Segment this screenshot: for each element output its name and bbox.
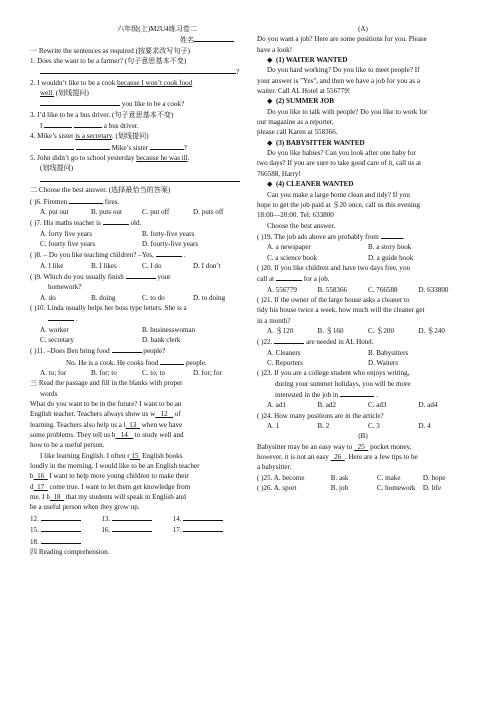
q11-blank-1[interactable] — [112, 345, 142, 353]
q19-stem: ( )19. The job ads above are probably from . — [257, 232, 405, 241]
job-ad-3-line-3: 766588, Harry! — [257, 169, 301, 178]
section-a-instruction: Choose the best answer. — [267, 221, 336, 230]
q9-stem-cont: homework? — [48, 283, 82, 292]
q3-blank-2[interactable] — [74, 120, 102, 128]
job-ad-2-title: ◆ (2) SUMMER JOB — [267, 97, 334, 106]
job-ad-3-title: ◆ (3) BABYSITTER WANTED — [267, 138, 365, 147]
q4-text: 4. Mike’s sister is a secretary. (划线提问) — [30, 132, 149, 141]
q22-options-ab: A. Cleaners B. Babysitters — [267, 348, 409, 357]
q8-blank[interactable] — [156, 249, 182, 257]
blank-18[interactable]: 18 — [53, 493, 61, 502]
answer-13[interactable]: 13. — [101, 513, 172, 524]
part1-heading: 一 Rewrite the sentences as required (按要求改写句子) — [30, 46, 190, 55]
diamond-icon: ◆ — [267, 97, 273, 106]
q6-options: A. put out B. puts out C. put off D. puts off — [40, 207, 224, 216]
job-ad-1-line-3: waiter. Call AL Hotel at 556779! — [257, 87, 351, 96]
blank-25[interactable]: 25 — [357, 442, 365, 451]
q10-stem: ( )10. Linda usually helps her boss type letters. She is a — [30, 303, 187, 312]
q10-options-ab: A. worker B. businesswoman — [40, 325, 196, 334]
worksheet-title: 六年级(上)M2U4练习卷二 — [117, 25, 197, 33]
q9-blank[interactable] — [126, 271, 156, 279]
passage-line-5: how to be a useful person. — [30, 441, 105, 450]
passage-line-7: loudly in the morning. I would like to be an English teacher — [30, 462, 200, 471]
q7-blank[interactable] — [103, 217, 129, 225]
q19-options-ab: A. a newspaper B. a story book — [267, 243, 412, 252]
q24-stem: ( )24. How many positions are in the article? — [257, 411, 384, 420]
q20-options: A. 556779 B. 558366 C. 766588 D. 633800 — [267, 285, 449, 294]
name-blank[interactable] — [194, 34, 234, 42]
section-a-label: (A) — [358, 25, 368, 33]
job-ad-2-line-3: please call Karen at 558366. — [257, 128, 338, 137]
q21-stem: ( )21. If the owner of the large house asks a cleaner to — [257, 295, 410, 304]
section-b-line-1: Babysitter may be an easy way to 25 pocket money, — [257, 442, 412, 451]
blank-17[interactable]: 17 — [37, 482, 45, 491]
passage-line-6: I like learning English. I often r 15 English books — [40, 451, 183, 460]
q3-text: 3. I’d like to be a bus driver. (句子意思基本不变) — [30, 110, 174, 119]
q6-blank[interactable] — [69, 196, 103, 204]
q21-stem-cont-2: in a month? — [257, 316, 291, 325]
blank-12[interactable]: 12 — [160, 410, 168, 419]
q4-blank-3[interactable] — [150, 142, 184, 150]
q24-options: A. 1 B. 2 C. 3 D. 4 — [267, 422, 431, 431]
blank-15[interactable]: 15 — [131, 451, 139, 460]
job-ad-3-line-2: two days? If you are sure to take good care of it, call us at — [257, 159, 422, 168]
answer-17[interactable]: 17. — [173, 524, 244, 535]
passage-line-2: English teacher. Teachers always show us w 12 of — [30, 410, 181, 419]
blank-14[interactable]: 14 — [120, 431, 128, 440]
job-ad-4-line-2: hope to get the job paid at ＄20 once, call us this evening — [257, 200, 420, 209]
passage-line-4: some problems. They tell us h 14 to study well and — [30, 431, 184, 440]
q2-text-cont: well. (划线提问) — [40, 89, 89, 98]
q2-blank[interactable] — [40, 98, 120, 106]
job-ad-3-line-1: Do you like babies? Can you look after one baby for — [267, 149, 416, 158]
q10-blank[interactable] — [48, 313, 74, 321]
q20-blank[interactable] — [276, 273, 302, 281]
answer-row-1 — [30, 513, 244, 524]
q23-stem-cont-1: during your summer holidays, you will be more — [275, 379, 411, 388]
q22-options-cd: C. Reporters D. Waiters — [267, 359, 399, 367]
section-b-line-3: a babysitter. — [257, 463, 292, 472]
section-a-intro-2: have a look! — [257, 45, 293, 54]
diamond-icon: ◆ — [267, 56, 273, 65]
q2-text: 2. I wouldn’t like to be a cook because I won’t cook food — [30, 78, 193, 87]
q20-stem-cont: call at for a job. — [257, 275, 330, 284]
passage-line-11: be a useful person when they grow up. — [30, 503, 140, 512]
blank-16[interactable]: 16 — [37, 472, 45, 481]
q23-stem-cont-2: interested in the job in . — [275, 391, 378, 400]
q23-blank[interactable] — [340, 389, 374, 397]
q5-answer-line — [30, 174, 244, 185]
passage-line-1: What do you want to be in the future? I want to be an — [30, 400, 182, 409]
q1-blank[interactable] — [40, 66, 236, 74]
q3-blank-1[interactable] — [44, 120, 72, 128]
q2-answer-line: you like to be a cook? — [30, 98, 244, 109]
q3-answer-line: I a bus driver. — [40, 122, 139, 131]
job-ad-2-line-1: Do you like to talk with people? Do you like to work for — [267, 107, 428, 116]
q25-row: ( )25. A. become B. ask C. make D. hope — [257, 473, 446, 482]
answer-row-3 — [30, 536, 244, 547]
q5-text: 5. John didn’t go to school yesterday because he was ill. — [30, 154, 190, 163]
q21-stem-cont-1: tidy his house twice a week, how much will the cleaner get — [257, 306, 425, 315]
passage-line-9: d 17 come true. I want to let them get knowledge from — [30, 482, 191, 491]
blank-13[interactable]: 13 — [129, 420, 137, 429]
blank-26[interactable]: 26 — [334, 453, 342, 462]
q10-blank-line: . — [30, 313, 244, 324]
q1-answer-line: ? — [30, 66, 244, 77]
job-ad-4-line-3: 18:00—20:00. Tel: 633800 — [257, 211, 334, 220]
q11-stem: ( )11. –Does Ben bring food people? — [30, 347, 166, 356]
job-ad-1-title: ◆ (1) WAITER WANTED — [267, 56, 348, 65]
q19-options-cd: C. a science book D. a guide book — [267, 253, 414, 262]
answer-12[interactable]: 12. — [30, 513, 101, 524]
part3-heading: 三 Read the passage and fill in the blanks with proper — [30, 379, 183, 388]
q10-options-cd: C. secretary D. bank clerk — [40, 335, 181, 344]
job-ad-4-line-1: Can you make a large home clean and tidy? If you — [267, 190, 410, 199]
q22-blank[interactable] — [274, 336, 304, 344]
q4-answer-line: Mike’s sister ? — [30, 142, 244, 153]
q8-options: A. I like B. I likes C. I do D. I don’t — [40, 261, 221, 270]
name-line: 姓名 — [30, 34, 244, 45]
q9-options: A. do B. doing C. to do D. to doing — [40, 293, 226, 302]
answer-16[interactable]: 16. — [101, 524, 172, 535]
q21-options: A. ＄120 B. ＄160 C. ＄200 D. ＄240 — [267, 326, 445, 335]
left-column — [30, 24, 244, 557]
diamond-icon: ◆ — [267, 138, 273, 147]
passage-line-3: learning. Teachers also help us a l 13 when we have — [30, 420, 183, 429]
q6-stem: ( )6. Firemen fires. — [30, 197, 120, 206]
passage-line-8: b 16 I want to help more young children to make their — [30, 472, 189, 481]
q19-blank[interactable] — [381, 231, 403, 239]
q7-options-cd: C. fourty five years D. fourty-five years — [40, 239, 199, 248]
q5-blank[interactable] — [40, 174, 240, 182]
job-ad-4-title: ◆ (4) CLEANER WANTED — [267, 180, 354, 189]
answer-14[interactable]: 14. — [173, 513, 244, 524]
q11-stem-cont: No. He is a cook. He cooks food people. — [66, 358, 207, 367]
q1-text: 1. Does she want to be a farmer? (句子意思基本不变) — [30, 57, 187, 66]
section-a-intro-1: Do you want a job? Here are some positions for you. Please — [257, 35, 427, 44]
q5-note: (划线提问) — [40, 164, 74, 173]
right-column — [257, 24, 469, 493]
job-ad-1-line-1: Do you hard working? Do you like to meet people? If — [267, 66, 420, 75]
job-ad-2-line-2: our magazine as a reporter, — [257, 118, 334, 127]
q11-blank-2[interactable] — [160, 357, 184, 365]
part4-heading: 四 Reading comprehension. — [30, 547, 110, 556]
passage-line-10: me. I h 18 that my students will speak in English and — [30, 493, 186, 502]
answer-row-2 — [30, 524, 244, 535]
section-b-label: (B) — [358, 432, 368, 441]
answer-18[interactable]: 18. — [30, 538, 81, 546]
q22-stem: ( )22. are needed in AL Hotel. — [257, 338, 374, 347]
section-b-line-2: however, it is not an easy 26 . Here are a few tips to be — [257, 453, 418, 462]
q9-stem: ( )9. Which do you usually finish your — [30, 272, 171, 281]
q23-options: A. ad1 B. ad2 C. ad3 D. ad4 — [267, 401, 438, 410]
q8-stem: ( )8. – Do you like teaching children? –Yes, . — [30, 251, 186, 260]
part2-heading: 二 Choose the best answer. (选择最恰当的答案) — [30, 186, 171, 195]
q7-options-ab: A. forty five years B. forty-five years — [40, 229, 195, 238]
diamond-icon: ◆ — [267, 180, 273, 189]
q23-stem: ( )23. If you are a college student who enjoys writing, — [257, 369, 410, 378]
q26-row: ( )26. A. sport B. job C. homework D. life — [257, 484, 442, 493]
answer-15[interactable]: 15. — [30, 524, 101, 535]
q11-options: A. to; for B. for; to C. to; to D. for; for — [40, 369, 222, 377]
job-ad-1-line-2: your answer is "Yes", and then we have a job for you as a — [257, 76, 421, 85]
q20-stem: ( )20. If you like children and have two days free, you — [257, 263, 411, 272]
part3-heading-cont: words — [40, 389, 58, 398]
q4-blank-2[interactable] — [76, 142, 110, 150]
q4-blank-1[interactable] — [40, 142, 74, 150]
q7-stem: ( )7. His maths teacher is old. — [30, 219, 142, 228]
